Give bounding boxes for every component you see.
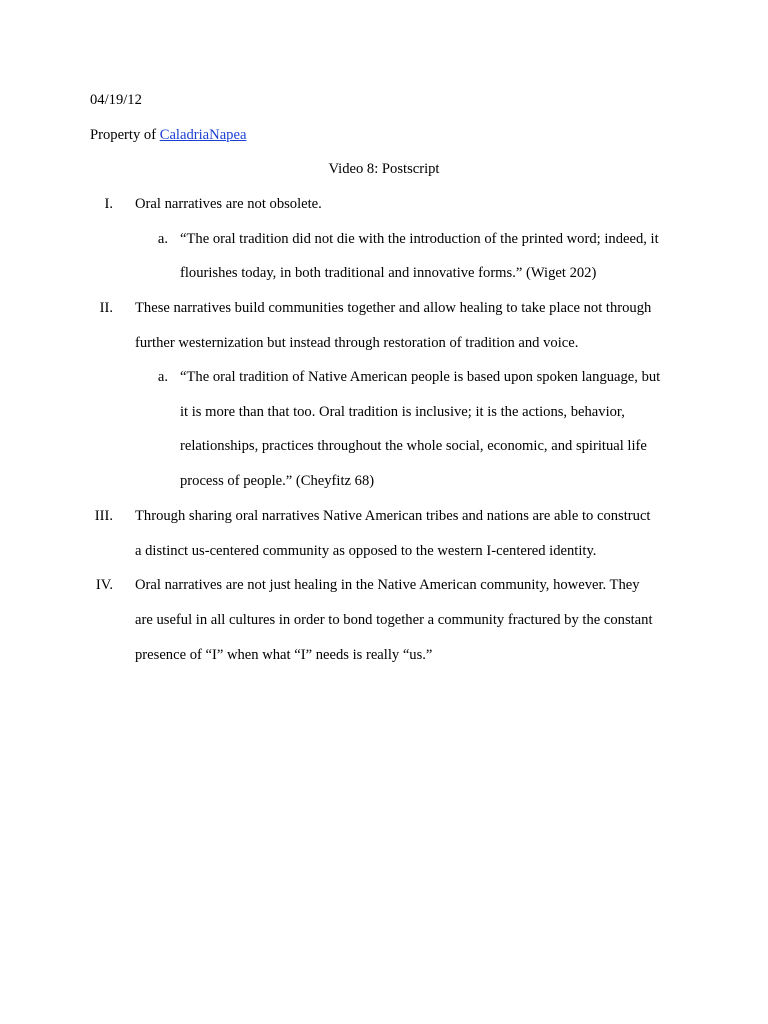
- outline-item-text: Oral narratives are not just healing in the Native American community, however. They: [135, 577, 640, 593]
- property-line: [90, 126, 246, 144]
- outline-item-text: are useful in all cultures in order to bond together a community fractured by the constant: [135, 612, 653, 628]
- outline-numeral: I.: [104, 196, 113, 212]
- outline-item-text: presence of “I” when what “I” needs is really “us.”: [135, 647, 433, 663]
- outline-quote-text: relationships, practices throughout the whole social, economic, and spiritual life: [180, 438, 647, 454]
- outline-quote-text: “The oral tradition did not die with the introduction of the printed word; indeed, it: [180, 231, 659, 247]
- author-link[interactable]: CaladriaNapea: [159, 127, 247, 143]
- outline-item-text: Oral narratives are not obsolete.: [135, 196, 322, 212]
- document-date: 04/19/12: [90, 92, 142, 108]
- outline-item-text: These narratives build communities together and allow healing to take place not through: [135, 300, 652, 316]
- outline-quote-text: flourishes today, in both traditional and innovative forms.” (Wiget 202): [180, 265, 597, 281]
- outline-numeral: IV.: [95, 577, 113, 593]
- outline-item-text: further westernization but instead through restoration of tradition and voice.: [135, 335, 579, 351]
- outline-quote-text: process of people.” (Cheyfitz 68): [180, 473, 375, 489]
- outline-subletter: a.: [157, 231, 168, 247]
- outline-quote-text: it is more than that too. Oral tradition is inclusive; it is the actions, behavior,: [180, 404, 625, 420]
- outline-numeral: II.: [99, 300, 113, 316]
- outline-quote-text: “The oral tradition of Native American people is based upon spoken language, but: [180, 369, 661, 385]
- outline-item-text: a distinct us-centered community as opposed to the western I-centered identity.: [135, 543, 597, 559]
- property-prefix: Property of: [90, 127, 160, 143]
- outline-numeral: III.: [94, 508, 113, 524]
- outline-item-text: Through sharing oral narratives Native American tribes and nations are able to construct: [135, 508, 651, 524]
- outline-subletter: a.: [157, 369, 168, 385]
- document-title: Video 8: Postscript: [328, 161, 440, 177]
